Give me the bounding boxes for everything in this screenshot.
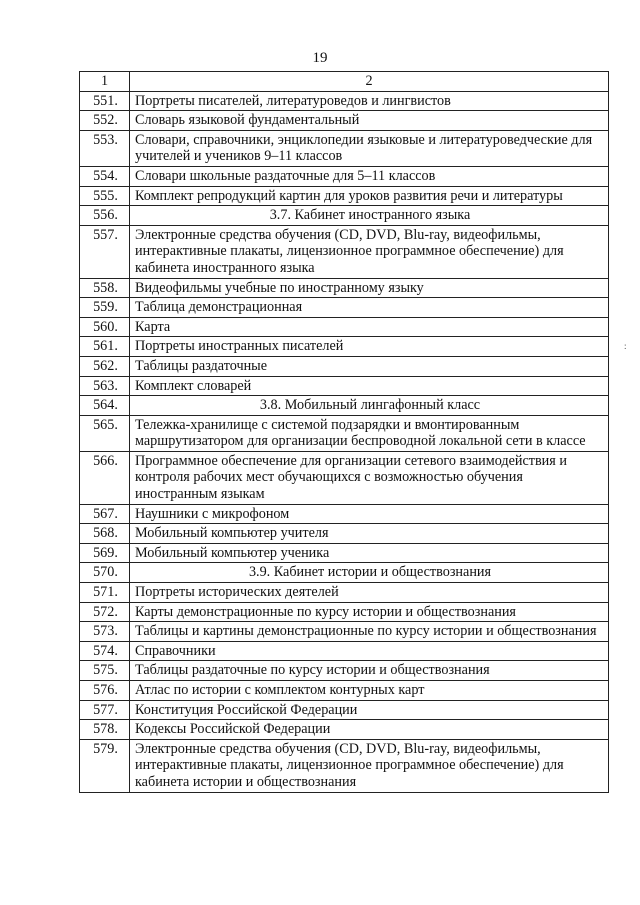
section-title: 3.8. Мобильный лингафонный класс — [130, 396, 609, 416]
row-number: 572. — [80, 602, 130, 622]
table-row — [80, 376, 609, 396]
table-row — [80, 700, 609, 720]
item-description: Тележка-хранилище с системой подзарядки и вмонтированным маршрутизатором для организации беспроводной локальной сети в классе — [130, 415, 609, 451]
row-number: 561. — [80, 337, 130, 357]
row-number: 554. — [80, 166, 130, 186]
row-number: 565. — [80, 415, 130, 451]
row-number: 568. — [80, 524, 130, 544]
header-col-1: 1 — [80, 72, 130, 92]
item-description: Таблицы раздаточные по курсу истории и обществознания — [130, 661, 609, 681]
item-description: Справочники — [130, 641, 609, 661]
section-title: 3.9. Кабинет истории и обществознания — [130, 563, 609, 583]
page-number: 19 — [312, 50, 328, 66]
table-row — [80, 130, 609, 166]
item-description: Словарь языковой фундаментальный — [130, 111, 609, 131]
item-description: Мобильный компьютер учителя — [130, 524, 609, 544]
row-number: 553. — [80, 130, 130, 166]
item-description: Словари школьные раздаточные для 5–11 классов — [130, 166, 609, 186]
item-description: Портреты исторических деятелей — [130, 583, 609, 603]
row-number: 567. — [80, 504, 130, 524]
row-number: 556. — [80, 206, 130, 226]
item-description: Программное обеспечение для организации сетевого взаимодействия и контроля рабочих мест обучающихся с возможностью обучения иностранным языкам — [130, 451, 609, 504]
row-number: 560. — [80, 317, 130, 337]
table-row — [80, 583, 609, 603]
table-row — [80, 356, 609, 376]
row-number: 562. — [80, 356, 130, 376]
table-row — [80, 91, 609, 111]
row-number: 555. — [80, 186, 130, 206]
row-number: 566. — [80, 451, 130, 504]
table-row — [80, 543, 609, 563]
row-number: 574. — [80, 641, 130, 661]
table-row — [80, 337, 609, 357]
row-number: 575. — [80, 661, 130, 681]
item-description: Таблицы раздаточные — [130, 356, 609, 376]
row-number: 558. — [80, 278, 130, 298]
item-description: Словари, справочники, энциклопедии языковые и литературоведческие для учителей и учеников 9–11 классов — [130, 130, 609, 166]
table-row — [80, 524, 609, 544]
item-description: Мобильный компьютер ученика — [130, 543, 609, 563]
table-row — [80, 278, 609, 298]
table-row — [80, 504, 609, 524]
row-number: 570. — [80, 563, 130, 583]
item-description: Электронные средства обучения (CD, DVD, Blu-ray, видеофильмы, интерактивные плакаты, лицензионное программное обеспечение) для кабинета иностранного языка — [130, 225, 609, 278]
section-title: 3.7. Кабинет иностранного языка — [130, 206, 609, 226]
table-row — [80, 415, 609, 451]
table-row — [80, 451, 609, 504]
table-row — [80, 661, 609, 681]
row-number: 579. — [80, 739, 130, 792]
table-row — [80, 602, 609, 622]
table-row — [80, 739, 609, 792]
equipment-table — [79, 71, 609, 793]
table-row — [80, 225, 609, 278]
item-description: Видеофильмы учебные по иностранному языку — [130, 278, 609, 298]
item-description: Портреты писателей, литературоведов и лингвистов — [130, 91, 609, 111]
item-description: Атлас по истории с комплектом контурных карт — [130, 681, 609, 701]
item-description: Комплект словарей — [130, 376, 609, 396]
item-description: Конституция Российской Федерации — [130, 700, 609, 720]
row-number: 577. — [80, 700, 130, 720]
table-row — [80, 298, 609, 318]
table-row — [80, 186, 609, 206]
row-number: 552. — [80, 111, 130, 131]
table-row — [80, 622, 609, 642]
section-row — [80, 206, 609, 226]
row-number: 569. — [80, 543, 130, 563]
row-number: 559. — [80, 298, 130, 318]
item-description: Карта — [130, 317, 609, 337]
row-number: 576. — [80, 681, 130, 701]
section-row — [80, 396, 609, 416]
row-number: 557. — [80, 225, 130, 278]
scan-mark: : — [624, 341, 627, 351]
row-number: 564. — [80, 396, 130, 416]
item-description: Карты демонстрационные по курсу истории и обществознания — [130, 602, 609, 622]
table-row — [80, 681, 609, 701]
table-body — [80, 91, 609, 792]
item-description: Таблица демонстрационная — [130, 298, 609, 318]
table-row — [80, 111, 609, 131]
row-number: 551. — [80, 91, 130, 111]
item-description: Электронные средства обучения (CD, DVD, Blu-ray, видеофильмы, интерактивные плакаты, лицензионное программное обеспечение) для кабинета истории и обществознания — [130, 739, 609, 792]
row-number: 571. — [80, 583, 130, 603]
table-row — [80, 317, 609, 337]
item-description: Наушники с микрофоном — [130, 504, 609, 524]
table-row — [80, 720, 609, 740]
row-number: 573. — [80, 622, 130, 642]
header-col-2: 2 — [130, 72, 609, 92]
item-description: Таблицы и картины демонстрационные по курсу истории и обществознания — [130, 622, 609, 642]
item-description: Комплект репродукций картин для уроков развития речи и литературы — [130, 186, 609, 206]
item-description: Кодексы Российской Федерации — [130, 720, 609, 740]
table-header — [80, 72, 609, 92]
table-row — [80, 166, 609, 186]
item-description: Портреты иностранных писателей — [130, 337, 609, 357]
header-row — [80, 72, 609, 92]
row-number: 578. — [80, 720, 130, 740]
section-row — [80, 563, 609, 583]
table-row — [80, 641, 609, 661]
row-number: 563. — [80, 376, 130, 396]
